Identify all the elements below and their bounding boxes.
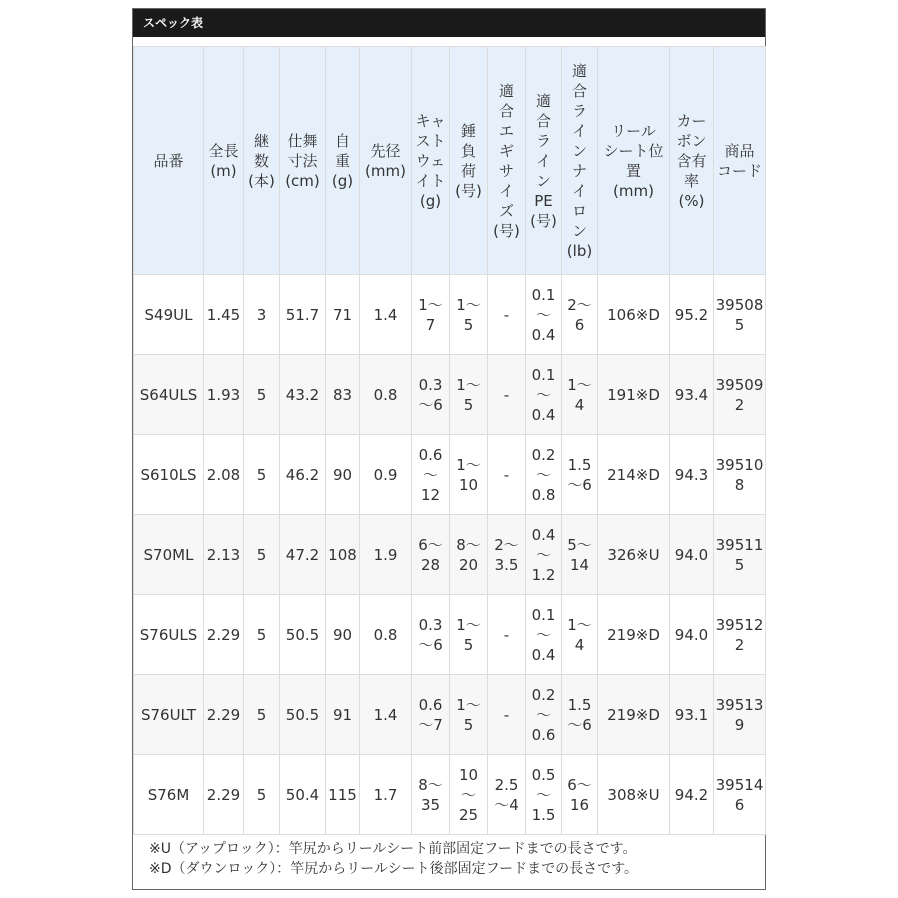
cell-model [134, 355, 204, 435]
cell-value: 108 [328, 545, 357, 564]
panel-title: スペック表 [133, 9, 765, 37]
cell-value: 5 [256, 625, 267, 644]
cell-sinker-load [450, 595, 488, 675]
notes [149, 839, 638, 879]
cell-value: 51.7 [285, 305, 320, 324]
table-row [134, 595, 766, 675]
header-egi-size [488, 47, 526, 275]
header-label: キャ スト ウェ イト (g) [415, 111, 446, 210]
cell-value: 1.4 [373, 705, 398, 724]
cell-egi-size [488, 435, 526, 515]
cell-sinker-load [450, 435, 488, 515]
cell-value: 326※U [607, 545, 660, 564]
cell-sinker-load [450, 355, 488, 435]
cell-reel-seat-position [598, 595, 670, 675]
cell-value: 2.13 [206, 545, 241, 564]
cell-value: 94.0 [674, 625, 709, 644]
cell-value: 47.2 [285, 545, 320, 564]
cell-value: 83 [332, 385, 353, 404]
cell-cast-weight [412, 275, 450, 355]
cell-value: 2.29 [206, 625, 241, 644]
cell-egi-size [488, 355, 526, 435]
cell-egi-size [488, 595, 526, 675]
cell-line-nylon [562, 755, 598, 835]
cell-value: 0.2 ～ 0.6 [531, 685, 556, 744]
cell-line-pe [526, 435, 562, 515]
header-sinker-load [450, 47, 488, 275]
cell-value: 191※D [607, 385, 660, 404]
header-line-pe [526, 47, 562, 275]
cell-value: 3 [256, 305, 267, 324]
cell-value: 39512 2 [715, 615, 764, 654]
cell-value: 0.9 [373, 465, 398, 484]
cell-value: 90 [332, 465, 353, 484]
cell-length [204, 675, 244, 755]
cell-value: 91 [332, 705, 353, 724]
cell-value: 1～ 4 [567, 615, 592, 654]
cell-value: 71 [332, 305, 353, 324]
header-closed-length [280, 47, 326, 275]
cell-cast-weight [412, 755, 450, 835]
cell-value: 1.93 [206, 385, 241, 404]
header-label: 全長 (m) [208, 141, 239, 180]
cell-carbon-content [670, 275, 714, 355]
cell-value: S70ML [143, 545, 194, 564]
cell-tip-diameter [360, 515, 412, 595]
cell-length [204, 515, 244, 595]
cell-value: 50.5 [285, 625, 320, 644]
cell-model [134, 675, 204, 755]
cell-value: 50.4 [285, 785, 320, 804]
table-row [134, 675, 766, 755]
cell-line-pe [526, 755, 562, 835]
cell-product-code [714, 595, 766, 675]
header-label: 品番 [153, 151, 184, 170]
cell-value: 1～ 7 [418, 295, 443, 334]
cell-value: 5 [256, 465, 267, 484]
cell-model [134, 435, 204, 515]
cell-pieces [244, 515, 280, 595]
cell-line-nylon [562, 675, 598, 755]
cell-value: S49UL [144, 305, 193, 324]
cell-weight [326, 435, 360, 515]
cell-value: 94.3 [674, 465, 709, 484]
cell-value: - [503, 625, 510, 644]
cell-value: 1～ 4 [567, 375, 592, 414]
header-label: 適 合 ラ イ ン PE (号) [530, 91, 557, 230]
cell-value: 8～ 35 [418, 775, 443, 814]
cell-value: 1.5 ～6 [567, 455, 592, 494]
cell-value: 39513 9 [715, 695, 764, 734]
cell-tip-diameter [360, 755, 412, 835]
cell-line-nylon [562, 515, 598, 595]
spec-table [133, 46, 766, 835]
cell-value: 10 ～ 25 [458, 765, 479, 824]
cell-value: 6～ 28 [418, 535, 443, 574]
cell-value: 0.8 [373, 625, 398, 644]
cell-value: 219※D [607, 705, 660, 724]
cell-carbon-content [670, 355, 714, 435]
cell-closed-length [280, 275, 326, 355]
cell-cast-weight [412, 595, 450, 675]
header-label: 適 合 エ ギ サ イ ズ (号) [493, 81, 520, 240]
cell-egi-size [488, 275, 526, 355]
header-label: 商品 コード [716, 141, 762, 180]
cell-model [134, 595, 204, 675]
cell-weight [326, 515, 360, 595]
cell-value: 1.45 [206, 305, 241, 324]
cell-weight [326, 675, 360, 755]
cell-value: 39509 2 [715, 375, 764, 414]
cell-value: S76ULS [139, 625, 198, 644]
cell-value: 6～ 16 [567, 775, 592, 814]
cell-value: 39511 5 [715, 535, 764, 574]
header-label: リール シート位 置 (mm) [603, 121, 664, 200]
cell-reel-seat-position [598, 755, 670, 835]
cell-cast-weight [412, 515, 450, 595]
cell-pieces [244, 755, 280, 835]
cell-line-nylon [562, 595, 598, 675]
cell-weight [326, 275, 360, 355]
cell-line-pe [526, 355, 562, 435]
cell-value: 0.8 [373, 385, 398, 404]
cell-line-nylon [562, 435, 598, 515]
cell-value: 0.1 ～ 0.4 [531, 285, 556, 344]
cell-line-pe [526, 515, 562, 595]
table-row [134, 355, 766, 435]
cell-carbon-content [670, 755, 714, 835]
cell-sinker-load [450, 515, 488, 595]
cell-value: 2～ 6 [567, 295, 592, 334]
header-label: 仕舞 寸法 (cm) [285, 131, 320, 190]
cell-value: S64ULS [139, 385, 198, 404]
cell-value: 39508 5 [715, 295, 764, 334]
cell-value: 90 [332, 625, 353, 644]
cell-pieces [244, 435, 280, 515]
cell-weight [326, 595, 360, 675]
cell-value: 94.2 [674, 785, 709, 804]
header-length [204, 47, 244, 275]
cell-length [204, 755, 244, 835]
cell-closed-length [280, 355, 326, 435]
cell-value: 1～ 5 [456, 295, 481, 334]
cell-value: 106※D [607, 305, 660, 324]
cell-value: 95.2 [674, 305, 709, 324]
cell-length [204, 355, 244, 435]
table-row [134, 515, 766, 595]
cell-product-code [714, 515, 766, 595]
cell-carbon-content [670, 595, 714, 675]
cell-value: 2～ 3.5 [494, 535, 519, 574]
cell-tip-diameter [360, 355, 412, 435]
cell-closed-length [280, 515, 326, 595]
table-row [134, 755, 766, 835]
cell-value: 0.6 ～ 12 [418, 445, 443, 504]
cell-product-code [714, 355, 766, 435]
cell-sinker-load [450, 675, 488, 755]
cell-pieces [244, 275, 280, 355]
cell-closed-length [280, 435, 326, 515]
cell-egi-size [488, 675, 526, 755]
cell-egi-size [488, 755, 526, 835]
cell-value: 2.08 [206, 465, 241, 484]
cell-value: 1～ 5 [456, 375, 481, 414]
cell-sinker-load [450, 275, 488, 355]
cell-value: 219※D [607, 625, 660, 644]
cell-value: 1～ 10 [456, 455, 481, 494]
cell-value: 5 [256, 385, 267, 404]
cell-value: 0.2 ～ 0.8 [531, 445, 556, 504]
cell-value: 0.6 ～7 [418, 695, 443, 734]
header-label: カー ボン 含有 率 (%) [676, 111, 707, 210]
cell-value: 1.5 ～6 [567, 695, 592, 734]
cell-cast-weight [412, 355, 450, 435]
cell-line-pe [526, 595, 562, 675]
cell-value: 115 [328, 785, 357, 804]
cell-line-nylon [562, 275, 598, 355]
cell-value: S610LS [140, 465, 197, 484]
cell-carbon-content [670, 515, 714, 595]
cell-value: 1～ 5 [456, 615, 481, 654]
cell-value: 1～ 5 [456, 695, 481, 734]
cell-value: 50.5 [285, 705, 320, 724]
cell-reel-seat-position [598, 675, 670, 755]
cell-pieces [244, 675, 280, 755]
cell-value: 5 [256, 545, 267, 564]
cell-value: 39514 6 [715, 775, 764, 814]
cell-value: 5 [256, 785, 267, 804]
cell-value: 94.0 [674, 545, 709, 564]
cell-pieces [244, 355, 280, 435]
cell-value: - [503, 305, 510, 324]
cell-product-code [714, 275, 766, 355]
cell-value: 308※U [607, 785, 660, 804]
cell-length [204, 595, 244, 675]
cell-value: 93.1 [674, 705, 709, 724]
cell-tip-diameter [360, 435, 412, 515]
cell-tip-diameter [360, 275, 412, 355]
cell-value: - [503, 705, 510, 724]
cell-egi-size [488, 515, 526, 595]
cell-sinker-load [450, 755, 488, 835]
cell-value: 93.4 [674, 385, 709, 404]
cell-value: 46.2 [285, 465, 320, 484]
cell-reel-seat-position [598, 355, 670, 435]
cell-weight [326, 355, 360, 435]
header-reel-seat-position [598, 47, 670, 275]
cell-model [134, 515, 204, 595]
header-label: 錘 負 荷 (号) [455, 121, 482, 200]
cell-value: 2.29 [206, 785, 241, 804]
cell-length [204, 275, 244, 355]
header-model [134, 47, 204, 275]
cell-model [134, 755, 204, 835]
cell-value: 43.2 [285, 385, 320, 404]
cell-value: 1.4 [373, 305, 398, 324]
cell-length [204, 435, 244, 515]
cell-value: 39510 8 [715, 455, 764, 494]
cell-cast-weight [412, 675, 450, 755]
cell-closed-length [280, 755, 326, 835]
cell-closed-length [280, 675, 326, 755]
table-row [134, 275, 766, 355]
cell-tip-diameter [360, 595, 412, 675]
cell-value: 0.1 ～ 0.4 [531, 605, 556, 664]
cell-value: 8～ 20 [456, 535, 481, 574]
cell-weight [326, 755, 360, 835]
header-label: 継 数 (本) [248, 131, 275, 190]
cell-value: 1.9 [373, 545, 398, 564]
header-pieces [244, 47, 280, 275]
cell-value: 0.5 ～ 1.5 [531, 765, 556, 824]
cell-value: 214※D [607, 465, 660, 484]
cell-value: 0.1 ～ 0.4 [531, 365, 556, 424]
cell-reel-seat-position [598, 515, 670, 595]
cell-reel-seat-position [598, 435, 670, 515]
cell-value: S76M [147, 785, 190, 804]
cell-value: - [503, 465, 510, 484]
cell-value: S76ULT [140, 705, 197, 724]
header-carbon-content [670, 47, 714, 275]
cell-product-code [714, 755, 766, 835]
cell-line-nylon [562, 355, 598, 435]
spec-table-panel [132, 8, 766, 890]
header-line-nylon [562, 47, 598, 275]
table-row [134, 435, 766, 515]
header-label: 自 重 (g) [331, 131, 354, 190]
cell-closed-length [280, 595, 326, 675]
header-label: 先径 (mm) [365, 141, 406, 180]
table-body [134, 275, 766, 835]
header-label: 適 合 ラ イ ン ナ イ ロ ン (lb) [566, 61, 593, 260]
cell-pieces [244, 595, 280, 675]
cell-line-pe [526, 275, 562, 355]
cell-value: 2.5 ～4 [494, 775, 519, 814]
cell-value: - [503, 385, 510, 404]
cell-model [134, 275, 204, 355]
cell-cast-weight [412, 435, 450, 515]
header-cast-weight [412, 47, 450, 275]
note-downlock: ※D（ダウンロック）：竿尻からリールシート後部固定フードまでの長さです。 [149, 861, 639, 877]
cell-tip-diameter [360, 675, 412, 755]
note-uplock: ※U（アップロック）：竿尻からリールシート前部固定フードまでの長さです。 [149, 841, 637, 857]
cell-carbon-content [670, 675, 714, 755]
cell-value: 0.3 ～6 [418, 615, 443, 654]
header-product-code [714, 47, 766, 275]
cell-value: 5 [256, 705, 267, 724]
cell-value: 2.29 [206, 705, 241, 724]
cell-line-pe [526, 675, 562, 755]
cell-product-code [714, 675, 766, 755]
cell-carbon-content [670, 435, 714, 515]
header-tip-diameter [360, 47, 412, 275]
cell-reel-seat-position [598, 275, 670, 355]
cell-product-code [714, 435, 766, 515]
cell-value: 0.3 ～6 [418, 375, 443, 414]
cell-value: 1.7 [373, 785, 398, 804]
header-row [134, 47, 766, 275]
header-weight [326, 47, 360, 275]
cell-value: 0.4 ～ 1.2 [531, 525, 556, 584]
cell-value: 5～ 14 [567, 535, 592, 574]
